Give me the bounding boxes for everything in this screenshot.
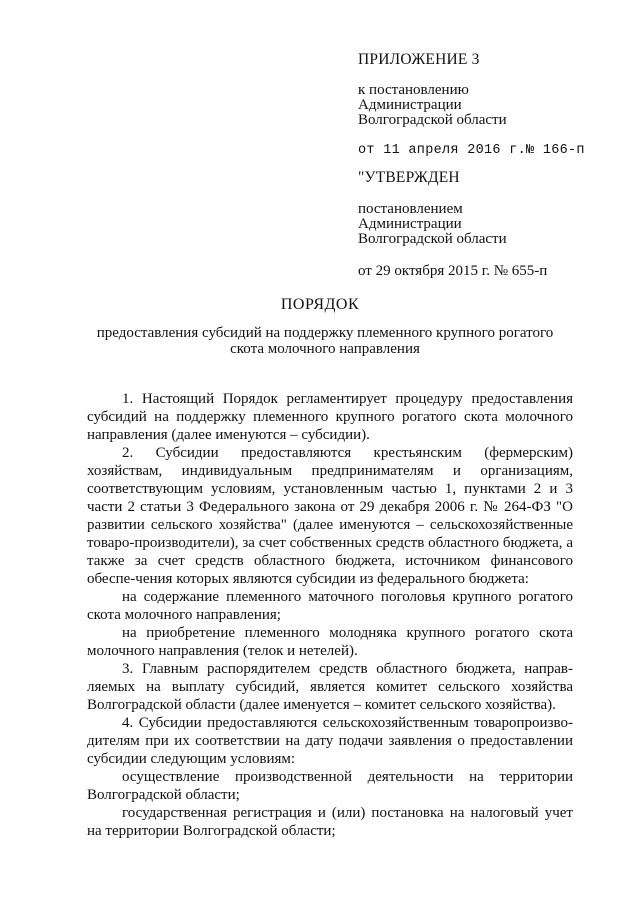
document-subtitle: предоставления субсидий на поддержку племенного крупного рогатого скота молочного направления — [96, 325, 554, 357]
document-body — [87, 390, 573, 840]
paragraph-1: 1. Настоящий Порядок регламентирует процедуру предоставления субсидий на поддержку племенного крупного рогатого скота молочного направления (далее именуются – субсидии). — [87, 391, 573, 443]
appendix-line-1: к постановлению — [358, 82, 469, 98]
paragraph-3: 3. Главным распорядителем средств областного бюджета, направ-ляемых на выплату субсидий, является комитет сельского хозяйства Волгоградской области (далее именуется – комитет сельского хозяйства). — [87, 661, 573, 713]
paragraph-4: 4. Субсидии предоставляются сельскохозяйственным товаропроизво-дителям при их соответствии на дату подачи заявления о предоставлении субсидии следующим условиям: — [87, 715, 573, 767]
paragraph-2-item-1: на содержание племенного маточного поголовья крупного рогатого скота молочного направления; — [87, 589, 573, 623]
approved-date: от 29 октября 2015 г. № 655-п — [358, 263, 548, 279]
approved-line-1: постановлением — [358, 201, 463, 217]
appendix-header — [358, 52, 618, 158]
paragraph-4-condition-1: осуществление производственной деятельности на территории Волгоградской области; — [87, 769, 573, 803]
appendix-date: от 11 апреля 2016 г.№ 166-п — [358, 143, 585, 158]
appendix-line-3: Волгоградской области — [358, 112, 507, 128]
appendix-title: ПРИЛОЖЕНИЕ 3 — [358, 51, 480, 68]
paragraph-2: 2. Субсидии предоставляются крестьянским (фермерским) хозяйствам, индивидуальным предпринимателям и организациям, соответствующим условиям, установленным частью 1, пунктами 2 и 3 части 2 статьи 3 Федерального закона от 29 декабря 2006 г. № 264-ФЗ "О развитии сельского хозяйства" (далее именуются – сельскохозяйственные товаро-производители), за счет собственных средств областного бюджета, а также за счет средств областного бюджета, источником финансового обеспе-чения которых являются субсидии из федерального бюджета: — [87, 445, 573, 587]
document-title: ПОРЯДОК — [280, 296, 360, 313]
approved-line-2: Администрации — [358, 216, 462, 232]
paragraph-2-item-2: на приобретение племенного молодняка крупного рогатого скота молочного направления (телок и нетелей). — [87, 625, 573, 659]
approved-title: "УТВЕРЖДЕН — [358, 169, 460, 186]
approved-line-3: Волгоградской области — [358, 231, 507, 247]
appendix-line-2: Администрации — [358, 97, 462, 113]
paragraph-4-condition-2: государственная регистрация и (или) постановка на налоговый учет на территории Волгоградской области; — [87, 805, 573, 839]
approved-header — [358, 170, 618, 279]
